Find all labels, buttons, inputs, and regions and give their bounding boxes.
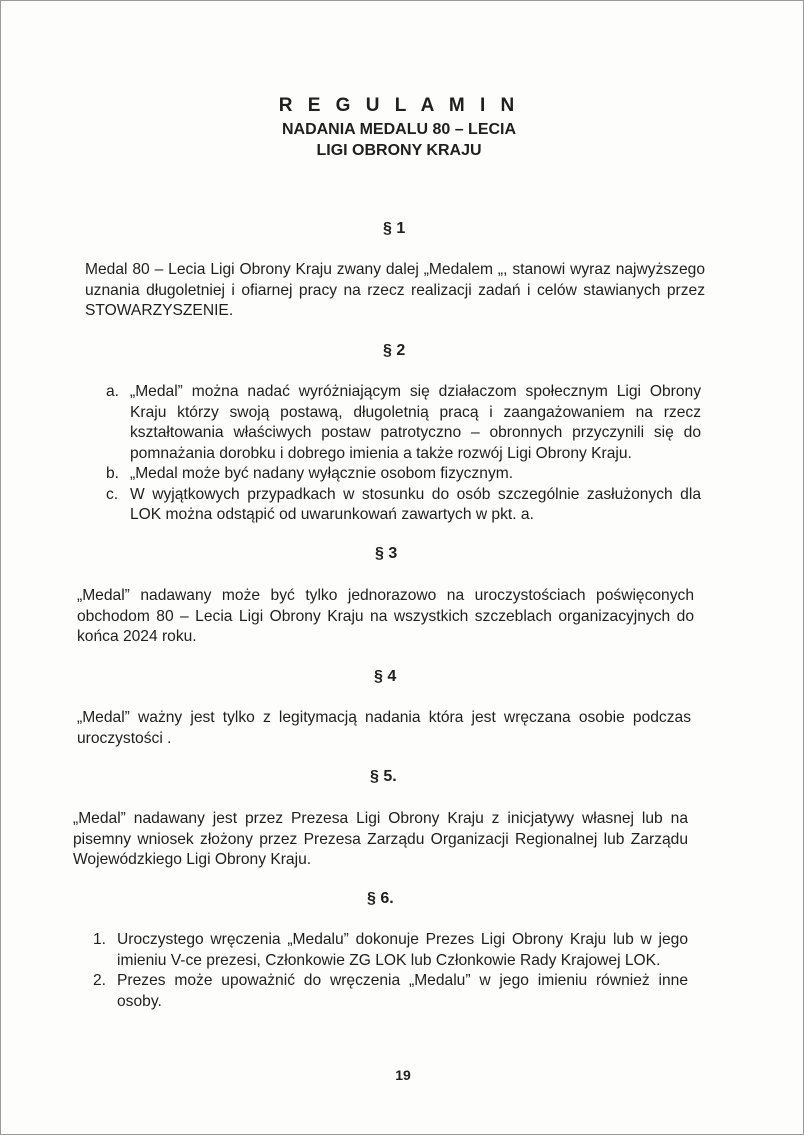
list-item-marker: b. bbox=[106, 465, 120, 482]
section-6-heading: § 6. bbox=[367, 890, 394, 907]
list-item-marker: c. bbox=[106, 485, 119, 503]
section-1-text: Medal 80 – Lecia Ligi Obrony Kraju zwany dalej „Medalem „, stanowi wyraz najwyższego uznania długoletniej i ofiarnej pracy na rzecz realizacji zadań i celów stawianych przez STOWARZYSZENIE. bbox=[85, 261, 705, 319]
section-2-heading: § 2 bbox=[383, 342, 406, 359]
list-item-text: W wyjątkowych przypadkach w stosunku do osób szczególnie zasłużonych dla LOK można odstąpić od uwarunkowań zawartych w pkt. a. bbox=[130, 485, 701, 523]
document-subtitle-line2: LIGI OBRONY KRAJU bbox=[316, 142, 482, 159]
list-item bbox=[93, 971, 688, 1012]
list-item-marker: a. bbox=[106, 383, 120, 400]
list-item-marker: 1. bbox=[93, 931, 107, 948]
section-3-heading: § 3 bbox=[375, 545, 398, 562]
list-item-text: Uroczystego wręczenia „Medalu” dokonuje Prezes Ligi Obrony Kraju lub w jego imieniu V-ce prezesi, Członkowie ZG LOK lub Członkowie Rady Krajowej LOK. bbox=[117, 931, 688, 969]
list-item-text: „Medal” można nadać wyróżniającym się działaczom społecznym Ligi Obrony Kraju którzy swoją postawą, długoletnią pracą i zaangażowaniem na rzecz kształtowania właściwych postaw patrotyczno – obronnych przyczynili się do pomnażania dorobku i dobrego imienia a także rozwój Ligi Obrony Kraju. bbox=[130, 383, 701, 462]
list-item bbox=[106, 485, 701, 526]
document-subtitle-line1: NADANIA MEDALU 80 – LECIA bbox=[281, 121, 517, 138]
list-item bbox=[106, 464, 701, 485]
page-number: 19 bbox=[395, 1067, 411, 1083]
section-3-text: „Medal” nadawany może być tylko jednorazowo na uroczystościach poświęconych obchodom 80 – Lecia Ligi Obrony Kraju na wszystkich szczeblach organizacyjnych do końca 2024 roku. bbox=[77, 587, 694, 645]
list-item bbox=[93, 930, 688, 971]
document-title: R E G U L A M I N bbox=[278, 95, 520, 116]
list-item bbox=[106, 382, 701, 464]
section-2-list bbox=[106, 382, 701, 526]
section-1-heading: § 1 bbox=[383, 220, 406, 237]
list-item-marker: 2. bbox=[93, 972, 107, 989]
section-4-text: „Medal” ważny jest tylko z legitymacją nadania która jest wręczana osobie podczas uroczystości . bbox=[77, 709, 691, 747]
list-item-text: „Medal może być nadany wyłącznie osobom fizycznym. bbox=[130, 465, 514, 482]
list-item-text: Prezes może upoważnić do wręczenia „Medalu” w jego imieniu również inne osoby. bbox=[117, 972, 688, 1010]
section-4-heading: § 4 bbox=[374, 668, 397, 685]
section-5-heading: § 5. bbox=[370, 768, 397, 785]
section-5-text: „Medal” nadawany jest przez Prezesa Ligi Obrony Kraju z inicjatywy własnej lub na pisemny wniosek złożony przez Prezesa Zarządu Organizacji Regionalnej lub Zarządu Wojewódzkiego Ligi Obrony Kraju. bbox=[73, 810, 688, 868]
section-6-list bbox=[93, 930, 688, 1012]
